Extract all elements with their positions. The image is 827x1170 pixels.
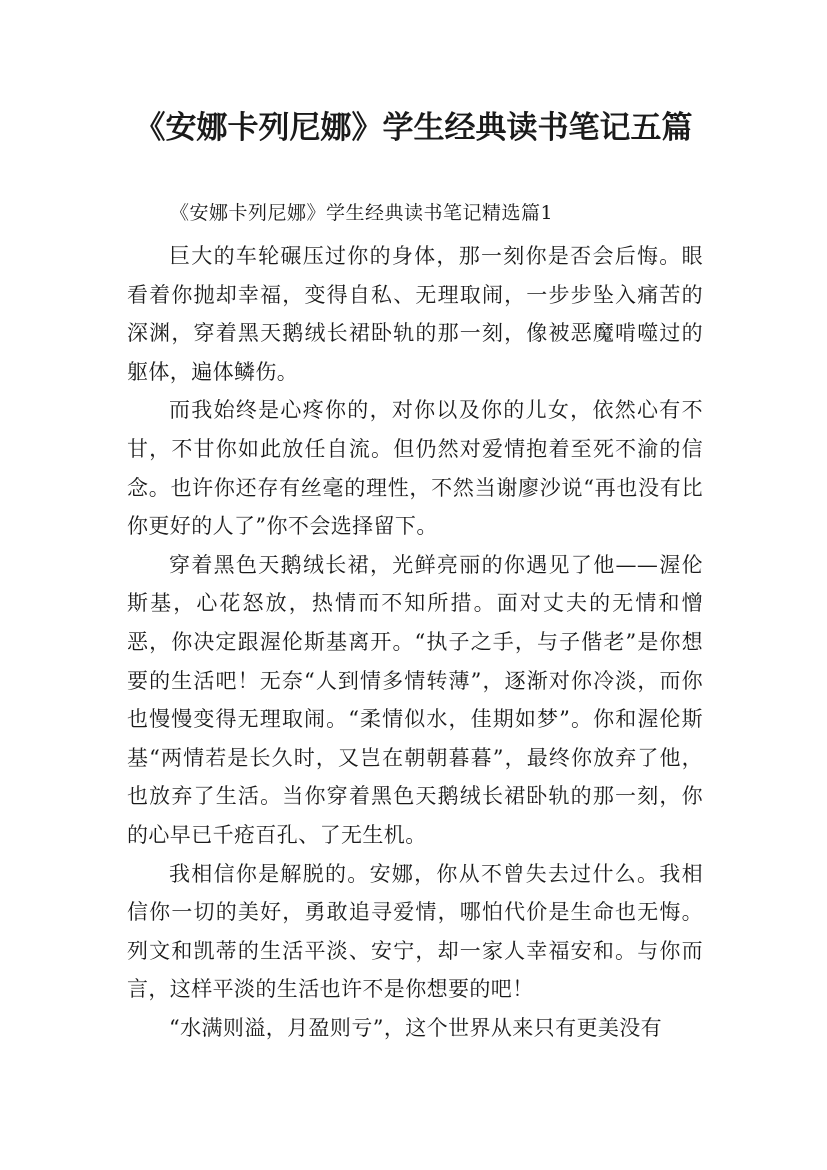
paragraph: “水满则溢，月盈则亏”，这个世界从来只有更美没有 [169, 1015, 663, 1040]
section-heading: 《安娜卡列尼娜》学生经典读书笔记精选篇1 [170, 202, 554, 224]
document-title: 《安娜卡列尼娜》学生经典读书笔记五篇 [134, 110, 693, 146]
paragraph: 而我始终是心疼你的，对你以及你的儿女，依然心有不甘，不甘你如此放任自流。但仍然对爱情抱着至死不渝的信念。也许你还存有丝毫的理性，不然当谢廖沙说“再也没有比你更好的人了”你不会选择留下。 [127, 398, 703, 539]
paragraph: 巨大的车轮碾压过你的身体，那一刻你是否会后悔。眼看着你抛却幸福，变得自私、无理取闹，一步步坠入痛苦的深渊，穿着黑天鹅绒长裙卧轨的那一刻，像被恶魔啃噬过的躯体，遍体鳞伤。 [127, 244, 703, 384]
paragraph: 穿着黑色天鹅绒长裙，光鲜亮丽的你遇见了他——渥伦斯基，心花怒放，热情而不知所措。面对丈夫的无情和憎恶，你决定跟渥伦斯基离开。“执子之手，与子偕老”是你想要的生活吧！无奈“人到情多情转薄”，逐渐对你冷淡，而你也慢慢变得无理取闹。“柔情似水，佳期如梦”。你和渥伦斯基“两情若是长久时，又岂在朝朝暮暮”，最终你放弃了他，也放弃了生活。当你穿着黑色天鹅绒长裙卧轨的那一刻，你的心早已千疮百孔、了无生机。 [127, 552, 703, 847]
document-body [127, 237, 703, 1047]
paragraph: 我相信你是解脱的。安娜，你从不曾失去过什么。我相信你一切的美好，勇敢追寻爱情，哪怕代价是生命也无悔。列文和凯蒂的生活平淡、安宁，却一家人幸福安和。与你而言，这样平淡的生活也许不是你想要的吧！ [127, 861, 703, 1002]
